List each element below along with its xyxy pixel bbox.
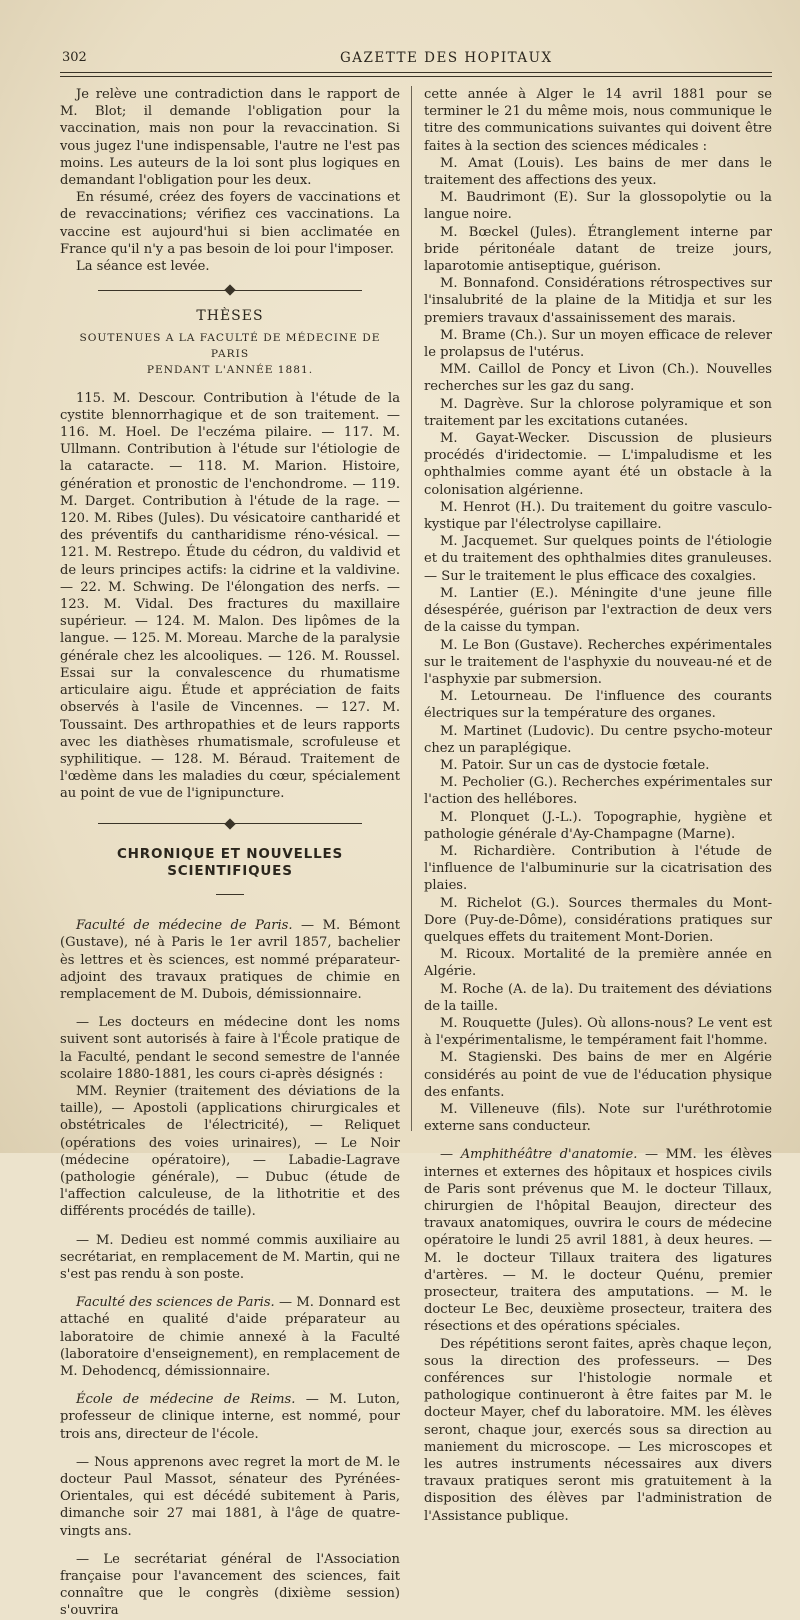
communication-entry: M. Richelot (G.). Sources thermales du Mont-Dore (Puy-de-Dôme), considérations pratiques sur quelques effets du traitement Mont-Dorien. bbox=[424, 895, 772, 945]
communication-entry: M. Bœckel (Jules). Étranglement interne par bride péritonéale datant de treize jours, laparotomie antiseptique, guérison. bbox=[424, 224, 772, 275]
communication-entry: M. Bonnafond. Considérations rétrospectives sur l'insalubrité de la plaine de la Mitidja et sur les premiers travaux d'assainissement des marais. bbox=[424, 276, 772, 326]
header-rule bbox=[60, 72, 772, 73]
communication-entry: M. Villeneuve (fils). Note sur l'uréthrotomie externe sans conducteur. bbox=[424, 1101, 772, 1135]
communication-entry: M. Stagienski. Des bains de mer en Algérie considérés au point de vue de l'éducation physique des enfants. bbox=[424, 1050, 772, 1100]
theses-list: 115. M. Descour. Contribution à l'étude de la cystite blennorrhagique et de son traitement. — 116. M. Hoel. De l'eczéma pilaire. — 117. M. Ullmann. Contribution à l'étude sur l'étiologie de la cataracte. — 118. M. Marion. Histoire, génération et pronostic de l'enchondrome. — 119. M. Darget. Contribution à l'étude de la rage. — 120. M. Ribes (Jules). Du vésicatoire cantharidé et des préventifs du cantharidisme réno-vésical. — 121. M. Restrepo. Étude du cédron, du valdivid et de leurs principes actifs: la cidrine et la valdivine. — 22. M. Schwing. De l'élongation des nerfs. — 123. M. Vidal. Des fractures du maxillaire supérieur. — 124. M. Malon. Des lipômes de la langue. — 125. M. Moreau. Marche de la paralysie générale chez les alcooliques. — 126. M. Roussel. Essai sur la convalescence du rhumatisme articulaire aigu. Étude et appréciation de faits observés à l'asile de Vincennes. — 127. M. Toussaint. Des arthropathies et de leurs rapports avec les diathèses rhumatismale, scrofuleuse et syphilitique. — 128. M. Béraud. Traitement de l'œdème dans les maladies du cœur, spécialement au point de vue de l'ignipuncture. bbox=[60, 390, 400, 802]
chronique-heading: CHRONIQUE ET NOUVELLES SCIENTIFIQUES bbox=[116, 845, 344, 879]
communication-entry: M. Patoir. Sur un cas de dystocie fœtale. bbox=[440, 757, 710, 773]
intro-paragraph: Je relève une contradiction dans le rapport de M. Blot; il demande l'obligation pour la vaccination, mais non pour la revaccination. Si vous jugez l'une indispensable, l'autre ne l'est pas moins. Les auteurs de la loi sont plus logiques en demandant l'obligation pour les deux. bbox=[60, 87, 400, 189]
right-column bbox=[424, 86, 772, 1525]
news-item-label: Faculté de médecine de Paris. bbox=[76, 918, 293, 934]
news-item-text: — M. Donnard est attaché en qualité d'aide préparateur au laboratoire de chimie annexé à la Faculté (laboratoire d'enseignement), en remplacement de M. Dehodencq, démissionnaire. bbox=[60, 1295, 400, 1379]
congress-intro: cette année à Alger le 14 avril 1881 pour se terminer le 21 du même mois, nous communique le titre des communications suivantes qui doivent être faites à la section des sciences médicales : bbox=[424, 87, 772, 154]
news-item-text: — M. Bémont (Gustave), né à Paris le 1er avril 1857, bachelier ès lettres et ès sciences, est nommé préparateur-adjoint des travaux pratiques de chimie en remplacement de M. Dubois, démissionnaire. bbox=[60, 918, 401, 1002]
communication-entry: M. Brame (Ch.). Sur un moyen efficace de relever le prolapsus de l'utérus. bbox=[424, 327, 772, 361]
news-item-label: Amphithéâtre d'anatomie. bbox=[460, 1147, 638, 1163]
communication-entry: M. Roche (A. de la). Du traitement des déviations de la taille. bbox=[424, 981, 772, 1014]
communication-entry: M. Richardière. Contribution à l'étude de l'influence de l'albuminurie sur la cicatrisation des plaies. bbox=[424, 843, 772, 894]
communication-entry: MM. Caillol de Poncy et Livon (Ch.). Nouvelles recherches sur les gaz du sang. bbox=[424, 362, 772, 395]
ornamental-separator bbox=[60, 815, 400, 832]
theses-subheading-line: SOUTENUES A LA FACULTÉ DE MÉDECINE DE PARIS bbox=[79, 331, 381, 360]
communication-entry: M. Jacquemet. Sur quelques points de l'étiologie et du traitement des ophthalmies dites granuleuses. — Sur le traitement le plus efficace des coxalgies. bbox=[424, 534, 772, 584]
news-item bbox=[60, 1294, 400, 1380]
communication-entry: M. Henrot (H.). Du traitement du goitre vasculo-kystique par l'électrolyse capillaire. bbox=[424, 499, 772, 533]
news-item: — Le secrétariat général de l'Association française pour l'avancement des sciences, fait connaître que le congrès (dixième session) s'ouvrira bbox=[60, 1551, 400, 1619]
intro-paragraph: La séance est levée. bbox=[76, 259, 210, 275]
news-item-text: — MM. les élèves internes et externes des hôpitaux et hospices civils de Paris sont prévenus que M. le docteur Tillaux, chirurgien de l'hôpital Beaujon, directeur des travaux anatomiques, ouvrira le cours de médecine opératoire le lundi 25 avril 1881, à deux heures. — M. le docteur Tillaux traitera des ligatures d'artères. — M. le docteur Quénu, premier prosecteur, traitera des amputations. — M. le docteur Le Bec, deuxième prosecteur, traitera des résections et des opérations spéciales. bbox=[424, 1147, 772, 1335]
intro-paragraph: En résumé, créez des foyers de vaccinations et de revaccinations; vérifiez ces vaccinations. La vaccine est aujourd'hui si bien acclimatée en France qu'il n'y a pas besoin de loi pour l'imposer. bbox=[60, 190, 400, 257]
communication-entry: M. Letourneau. De l'influence des courants électriques sur la température des organes. bbox=[424, 689, 772, 722]
communication-entry: M. Le Bon (Gustave). Recherches expérimentales sur le traitement de l'asphyxie du nouveau-né et de l'asphyxie par submersion. bbox=[424, 637, 772, 687]
communication-entry: M. Dagrève. Sur la chlorose polyramique et son traitement par les excitations cutanées. bbox=[424, 396, 772, 429]
communication-entry: M. Pecholier (G.). Recherches expérimentales sur l'action des hellébores. bbox=[424, 775, 772, 808]
theses-subheading bbox=[60, 330, 400, 378]
communication-entry: M. Amat (Louis). Les bains de mer dans le traitement des affections des yeux. bbox=[424, 155, 772, 189]
news-item-label: Faculté des sciences de Paris. bbox=[76, 1295, 275, 1311]
page-number: 302 bbox=[62, 50, 87, 65]
theses-subheading-line: PENDANT L'ANNÉE 1881. bbox=[146, 363, 314, 376]
communication-entry: M. Plonquet (J.-L.). Topographie, hygiène et pathologie générale d'Ay-Champagne (Marne). bbox=[424, 809, 772, 842]
news-item-label: École de médecine de Reims. bbox=[76, 1392, 296, 1408]
ornamental-separator bbox=[60, 281, 400, 298]
theses-heading: THÈSES bbox=[196, 308, 264, 325]
page-header bbox=[60, 48, 772, 70]
communication-entry: M. Baudrimont (E). Sur la glossopolytie ou la langue noire. bbox=[424, 190, 772, 223]
news-item: — Les docteurs en médecine dont les noms suivent sont autorisés à faire à l'École pratique de la Faculté, pendant le second semestre de l'année scolaire 1880-1881, les cours ci-après désignés : bbox=[60, 1015, 400, 1082]
left-column bbox=[60, 86, 400, 1620]
news-item bbox=[60, 917, 400, 1003]
news-item: Des répétitions seront faites, après chaque leçon, sous la direction des professeurs. — Des conférences sur l'histologie normale et pathologique continueront à être faites par M. le docteur Mayer, chef du laboratoire. MM. les élèves seront, chaque jour, exercés sous sa direction au maniement du microscope. — Les microscopes et les autres instruments nécessaires aux divers travaux pratiques seront mis gratuitement à la disposition des élèves par l'administration de l'Assistance publique. bbox=[424, 1336, 772, 1524]
communication-entry: M. Rouquette (Jules). Où allons-nous? Le vent est à l'expérimentalisme, le tempérament fait l'homme. bbox=[424, 1015, 772, 1049]
communication-entry: M. Martinet (Ludovic). Du centre psycho-moteur chez un paraplégique. bbox=[424, 723, 772, 756]
column-divider bbox=[411, 86, 412, 1131]
communication-entry: M. Lantier (E.). Méningite d'une jeune fille désespérée, guérison par l'extraction de deux vers de la caisse du tympan. bbox=[424, 585, 772, 636]
short-rule bbox=[216, 894, 244, 895]
news-item: — M. Dedieu est nommé commis auxiliaire au secrétariat, en remplacement de M. Martin, qui ne s'est pas rendu à son poste. bbox=[60, 1232, 400, 1282]
news-item-text: — M. Luton, professeur de clinique interne, est nommé, pour trois ans, directeur de l'école. bbox=[60, 1392, 400, 1442]
news-item: — Amphithéâtre d'anatomie. — MM. les élèves internes et externes des hôpitaux et hospices civils de Paris sont prévenus que M. le docteur Tillaux, chirurgien de l'hôpital Beaujon, directeur des travaux anatomiques, ouvrira le cours de médecine opératoire le lundi 25 avril 1881, à deux heures. — M. le docteur Tillaux traitera des ligatures d'artères. — M. le docteur Quénu, premier prosecteur, traitera des amputations. — M. le docteur Le Bec, deuxième prosecteur, traitera des résections et des opérations spéciales. bbox=[424, 1147, 772, 1335]
news-item bbox=[60, 1391, 400, 1443]
news-item: — Nous apprenons avec regret la mort de M. le docteur Paul Massot, sénateur des Pyrénées-Orientales, qui est décédé subitement à Paris, dimanche soir 27 mai 1881, à l'âge de quatre-vingts ans. bbox=[60, 1454, 400, 1539]
news-item: MM. Reynier (traitement des déviations de la taille), — Apostoli (applications chirurgicales et obstétricales de l'électricité), — Reliquet (opérations des voies urinaires), — Le Noir (médecine opératoire), — Labadie-Lagrave (pathologie générale), — Dubuc (étude de l'affection calculeuse, de la lithotritie et des différents procédés de taille). bbox=[60, 1083, 400, 1220]
communication-entry: M. Ricoux. Mortalité de la première année en Algérie. bbox=[424, 947, 772, 980]
header-rule-double bbox=[60, 76, 772, 77]
journal-title: GAZETTE DES HOPITAUX bbox=[340, 50, 553, 66]
communication-entry: M. Gayat-Wecker. Discussion de plusieurs procédés d'iridectomie. — L'impaludisme et les ophthalmies comme ayant été un obstacle à la colonisation algérienne. bbox=[424, 431, 772, 498]
